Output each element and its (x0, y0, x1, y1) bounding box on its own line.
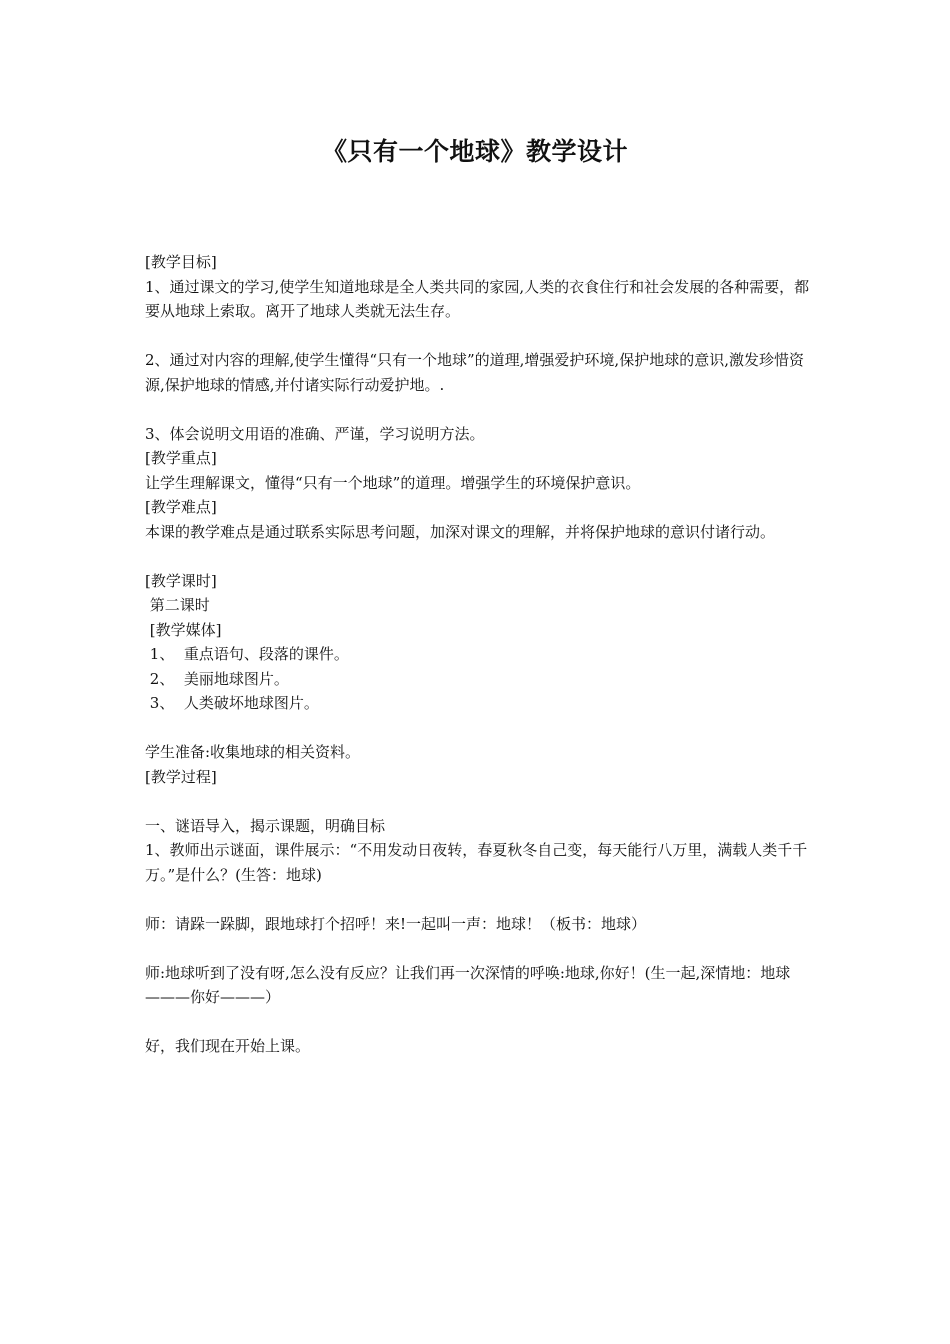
heading-teaching-goals: [教学目标] (145, 253, 217, 271)
process-step-1-1: 1、教师出示谜面，课件展示：“不用发动日夜转，春夏秋冬自己变，每天能行八万里，满载人类千千万。”是什么？(生答：地球) (145, 841, 808, 884)
spacer (145, 936, 815, 961)
teacher-line-1: 师：请跺一跺脚，跟地球打个招呼！来!一起叫一声：地球！（板书：地球） (145, 914, 647, 933)
media-item-3: 3、 人类破坏地球图片。 (145, 694, 319, 712)
spacer (145, 324, 815, 349)
goal-item-2: 2、通过对内容的理解,使学生懂得“只有一个地球”的道理,增强爱护环境,保护地球的意识,激发珍惜资源,保护地球的情感,并付诸实际行动爱护地。. (145, 351, 804, 394)
teacher-line-2: 师:地球听到了没有呀,怎么没有反应？让我们再一次深情的呼唤:地球,你好！(生一起,深情地：地球———你好———） (145, 963, 791, 1006)
page-title: 《只有一个地球》教学设计 (321, 137, 628, 166)
key-points-text: 让学生理解课文，懂得“只有一个地球”的道理。增强学生的环境保护意识。 (145, 473, 641, 492)
spacer (145, 887, 815, 912)
heading-class-period: [教学课时] (145, 571, 217, 590)
heading-teaching-media: [教学媒体] (145, 620, 222, 639)
difficulties-text: 本课的教学难点是通过联系实际思考问题，加深对课文的理解，并将保护地球的意识付诸行动。 (145, 522, 776, 541)
media-item-1: 1、 重点语句、段落的课件。 (145, 645, 349, 663)
heading-difficulties: [教学难点] (145, 498, 217, 516)
spacer (145, 789, 815, 814)
process-step-1: 一、谜语导入，揭示课题，明确目标 (145, 816, 386, 835)
spacer (145, 1010, 815, 1035)
goal-item-3: 3、体会说明文用语的准确、严谨，学习说明方法。 (145, 424, 485, 443)
heading-key-points: [教学重点] (145, 449, 217, 467)
start-class-line: 好，我们现在开始上课。 (145, 1037, 311, 1055)
spacer (145, 397, 815, 422)
heading-teaching-process: [教学过程] (145, 767, 217, 786)
goal-item-1: 1、通过课文的学习,使学生知道地球是全人类共同的家园,人类的衣食住行和社会发展的各种需要，都要从地球上索取。离开了地球人类就无法生存。 (145, 277, 810, 320)
media-item-2: 2、 美丽地球图片。 (145, 669, 289, 688)
student-preparation: 学生准备:收集地球的相关资料。 (145, 743, 361, 761)
spacer (145, 716, 815, 741)
class-period-text: 第二课时 (145, 596, 210, 614)
spacer (145, 544, 815, 569)
document-body (145, 250, 815, 1059)
